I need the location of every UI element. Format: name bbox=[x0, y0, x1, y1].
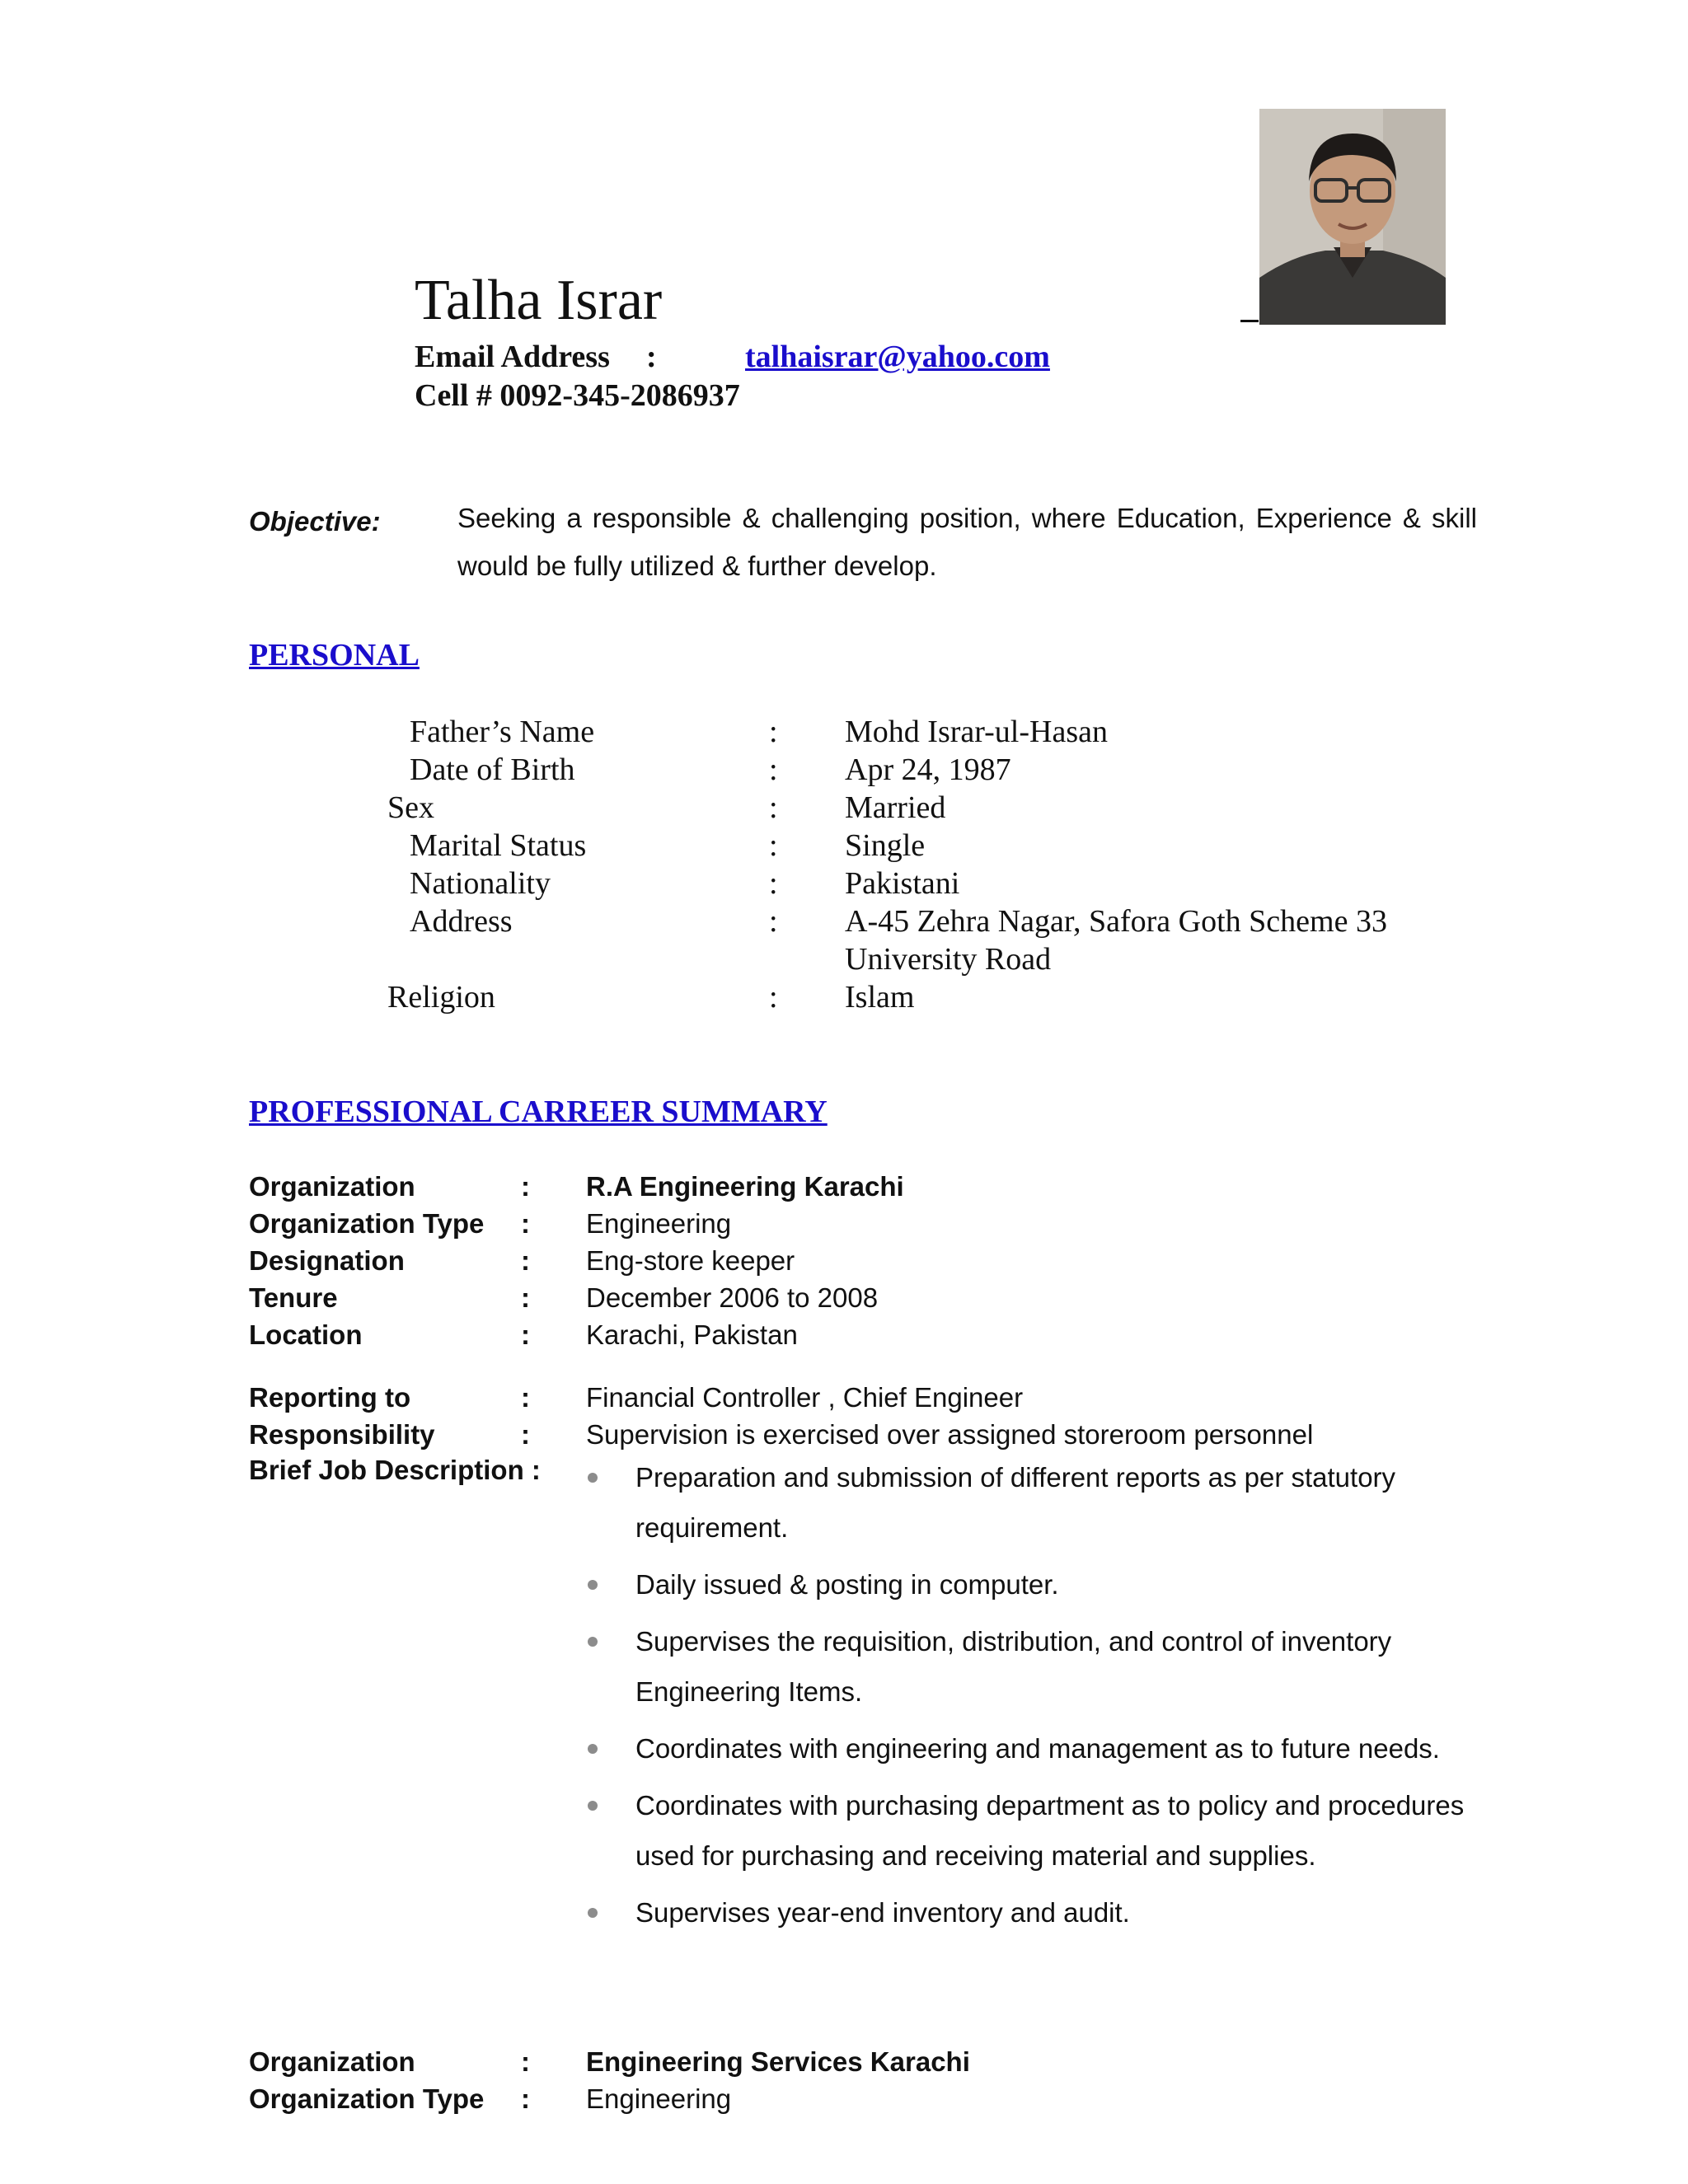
personal-colon: : bbox=[769, 752, 778, 787]
cell-number: Cell # 0092-345-2086937 bbox=[415, 378, 740, 413]
career-colon: : bbox=[521, 2046, 530, 2077]
personal-label-religion: Religion bbox=[387, 980, 495, 1015]
career-colon: : bbox=[521, 1171, 530, 1202]
list-item bbox=[586, 1780, 1484, 1881]
list-item bbox=[586, 1616, 1484, 1717]
personal-label-fathers-name: Father’s Name bbox=[410, 715, 595, 749]
personal-value-marital-status: Single bbox=[845, 828, 926, 863]
career-label-designation: Designation bbox=[249, 1245, 405, 1276]
personal-value-address-line2: University Road bbox=[845, 942, 1052, 977]
career-label-location: Location bbox=[249, 1319, 363, 1350]
personal-value-sex: Married bbox=[845, 790, 946, 825]
career-colon: : bbox=[521, 1382, 530, 1413]
career-label-organization-type: Organization Type bbox=[249, 2083, 485, 2114]
career-colon: : bbox=[521, 1282, 530, 1313]
personal-heading: PERSONAL bbox=[249, 638, 420, 673]
bullet-icon bbox=[588, 1908, 598, 1918]
career-value-organization: Engineering Services Karachi bbox=[586, 2046, 970, 2077]
job-description-list bbox=[586, 1452, 1484, 1944]
career-value-location: Karachi, Pakistan bbox=[586, 1319, 798, 1350]
list-item-text: Coordinates with engineering and management as to future needs. bbox=[635, 1733, 1440, 1764]
career-value-organization: R.A Engineering Karachi bbox=[586, 1171, 904, 1202]
personal-value-fathers-name: Mohd Israr-ul-Hasan bbox=[845, 715, 1108, 749]
personal-value-nationality: Pakistani bbox=[845, 866, 960, 901]
list-item-text: Supervises the requisition, distribution, and control of inventory Engineering Items. bbox=[635, 1626, 1392, 1707]
career-heading: PROFESSIONAL CARREER SUMMARY bbox=[249, 1094, 828, 1129]
personal-colon: : bbox=[769, 980, 778, 1015]
personal-value-dob: Apr 24, 1987 bbox=[845, 752, 1011, 787]
personal-colon: : bbox=[769, 715, 778, 749]
email-colon: : bbox=[646, 340, 657, 374]
career-colon: : bbox=[521, 1419, 530, 1450]
career-label-reporting-to: Reporting to bbox=[249, 1382, 411, 1413]
career-value-organization-type: Engineering bbox=[586, 2083, 732, 2114]
list-item bbox=[586, 1723, 1484, 1774]
career-label-responsibility: Responsibility bbox=[249, 1419, 435, 1450]
personal-colon: : bbox=[769, 790, 778, 825]
career-value-tenure: December 2006 to 2008 bbox=[586, 1282, 879, 1313]
underline-mark bbox=[1240, 320, 1259, 322]
career-value-responsibility: Supervision is exercised over assigned storeroom personnel bbox=[586, 1419, 1314, 1450]
career-label-organization: Organization bbox=[249, 2046, 415, 2077]
personal-label-nationality: Nationality bbox=[410, 866, 551, 901]
email-link[interactable]: talhaisrar@yahoo.com bbox=[745, 340, 1050, 374]
bullet-icon bbox=[588, 1637, 598, 1647]
career-label-organization: Organization bbox=[249, 1171, 415, 1202]
career-colon: : bbox=[521, 1319, 530, 1350]
personal-label-marital-status: Marital Status bbox=[410, 828, 587, 863]
personal-value-religion: Islam bbox=[845, 980, 915, 1015]
list-item-text: Daily issued & posting in computer. bbox=[635, 1569, 1059, 1600]
email-label: Email Address bbox=[415, 340, 610, 374]
career-value-designation: Eng-store keeper bbox=[586, 1245, 795, 1276]
bullet-icon bbox=[588, 1473, 598, 1483]
career-colon: : bbox=[521, 2083, 530, 2114]
list-item bbox=[586, 1559, 1484, 1610]
personal-label-dob: Date of Birth bbox=[410, 752, 575, 787]
personal-colon: : bbox=[769, 904, 778, 939]
personal-value-address: A-45 Zehra Nagar, Safora Goth Scheme 33 bbox=[845, 904, 1387, 939]
list-item bbox=[586, 1887, 1484, 1938]
objective-text: Seeking a responsible & challenging position, where Education, Experience & skill would be fully utilized & further develop. bbox=[457, 503, 1477, 581]
career-value-organization-type: Engineering bbox=[586, 1208, 732, 1239]
career-label-organization-type: Organization Type bbox=[249, 1208, 485, 1239]
career-colon: : bbox=[521, 1245, 530, 1276]
brief-job-description-label: Brief Job Description : bbox=[249, 1455, 541, 1485]
personal-colon: : bbox=[769, 828, 778, 863]
career-value-reporting-to: Financial Controller , Chief Engineer bbox=[586, 1382, 1024, 1413]
bullet-icon bbox=[588, 1801, 598, 1811]
personal-label-sex: Sex bbox=[387, 790, 434, 825]
bullet-icon bbox=[588, 1744, 598, 1754]
list-item-text: Coordinates with purchasing department as to policy and procedures used for purchasing and receiving material and supplies. bbox=[635, 1790, 1465, 1871]
personal-colon: : bbox=[769, 866, 778, 901]
list-item-text: Supervises year-end inventory and audit. bbox=[635, 1897, 1130, 1928]
objective-label: Objective: bbox=[249, 506, 381, 537]
list-item bbox=[586, 1452, 1484, 1553]
list-item-text: Preparation and submission of different reports as per statutory requirement. bbox=[635, 1462, 1396, 1543]
bullet-icon bbox=[588, 1580, 598, 1590]
career-colon: : bbox=[521, 1208, 530, 1239]
personal-label-address: Address bbox=[410, 904, 513, 939]
candidate-name: Talha Israr bbox=[415, 269, 663, 332]
profile-photo bbox=[1259, 109, 1446, 325]
career-label-tenure: Tenure bbox=[249, 1282, 338, 1313]
